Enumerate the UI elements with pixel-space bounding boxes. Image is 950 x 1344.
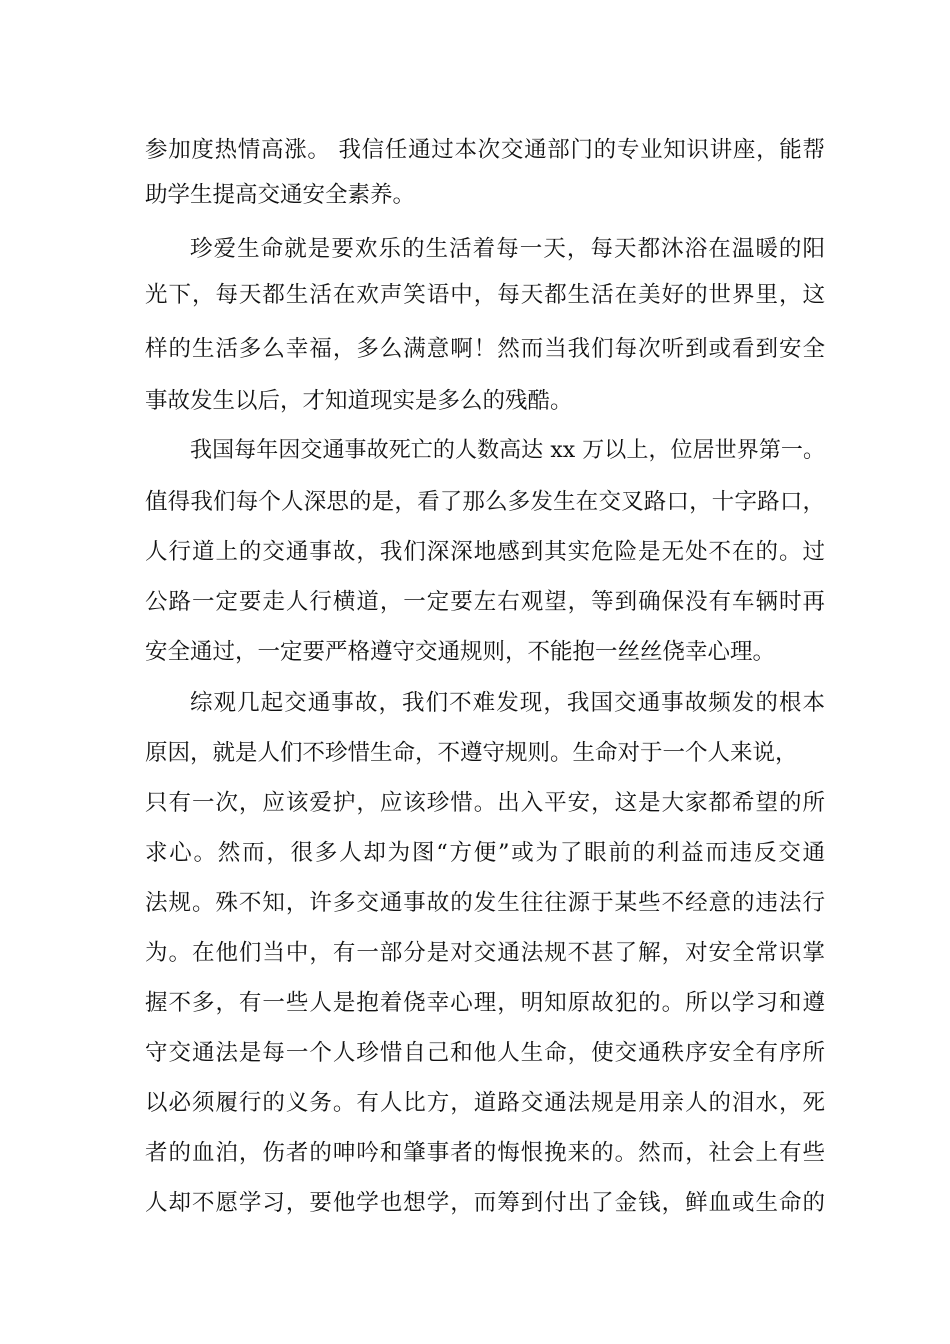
text-line: 握不多，有一些人是抱着侥幸心理，明知原故犯的。所以学习和遵 bbox=[145, 990, 825, 1016]
text-line: 法规。殊不知，许多交通事故的发生往往源于某些不经意的违法行 bbox=[145, 890, 825, 916]
text-line: 人却不愿学习，要他学也想学，而筹到付出了金钱，鲜血或生命的 bbox=[145, 1190, 825, 1216]
paragraph-start-line: 综观几起交通事故，我们不难发现，我国交通事故频发的根本 bbox=[190, 690, 825, 716]
text-line: 样的生活多么幸福，多么满意啊！然而当我们每次听到或看到安全 bbox=[145, 336, 825, 362]
text-line: 人行道上的交通事故，我们深深地感到其实危险是无处不在的。过 bbox=[145, 539, 825, 565]
text-line: 只有一次，应该爱护，应该珍惜。出入平安，这是大家都希望的所 bbox=[145, 790, 825, 816]
text-line: 事故发生以后，才知道现实是多么的残酷。 bbox=[145, 388, 573, 414]
text-line: 安全通过，一定要严格遵守交通规则，不能抱一丝丝侥幸心理。 bbox=[145, 639, 776, 665]
text-line: 为。在他们当中，有一部分是对交通法规不甚了解，对安全常识掌 bbox=[145, 940, 825, 966]
paragraph-start-line: 我国每年因交通事故死亡的人数高达 xx 万以上，位居世界第一。 bbox=[190, 438, 825, 463]
text-line: 以必须履行的义务。有人比方，道路交通法规是用亲人的泪水，死 bbox=[145, 1090, 825, 1116]
text-line: 者的血泊，伤者的呻吟和肇事者的悔恨挽来的。然而，社会上有些 bbox=[145, 1140, 825, 1166]
text-line: 公路一定要走人行横道，一定要左右观望，等到确保没有车辆时再 bbox=[145, 589, 825, 615]
text-line: 值得我们每个人深思的是，看了那么多发生在交叉路口，十字路口， bbox=[145, 489, 825, 515]
text-line: 光下，每天都生活在欢声笑语中，每天都生活在美好的世界里，这 bbox=[145, 282, 825, 308]
text-line: 参加度热情高涨。 我信任通过本次交通部门的专业知识讲座，能帮 bbox=[145, 137, 825, 163]
text-line: 求心。然而，很多人却为图“方便”或为了眼前的利益而违反交通 bbox=[145, 840, 825, 866]
text-line: 原因，就是人们不珍惜生命，不遵守规则。生命对于一个人来说， bbox=[145, 740, 798, 766]
paragraph-start-line: 珍爱生命就是要欢乐的生活着每一天，每天都沐浴在温暖的阳 bbox=[190, 236, 825, 262]
text-line: 守交通法是每一个人珍惜自己和他人生命，使交通秩序安全有序所 bbox=[145, 1040, 825, 1066]
text-line: 助学生提高交通安全素养。 bbox=[145, 182, 416, 208]
